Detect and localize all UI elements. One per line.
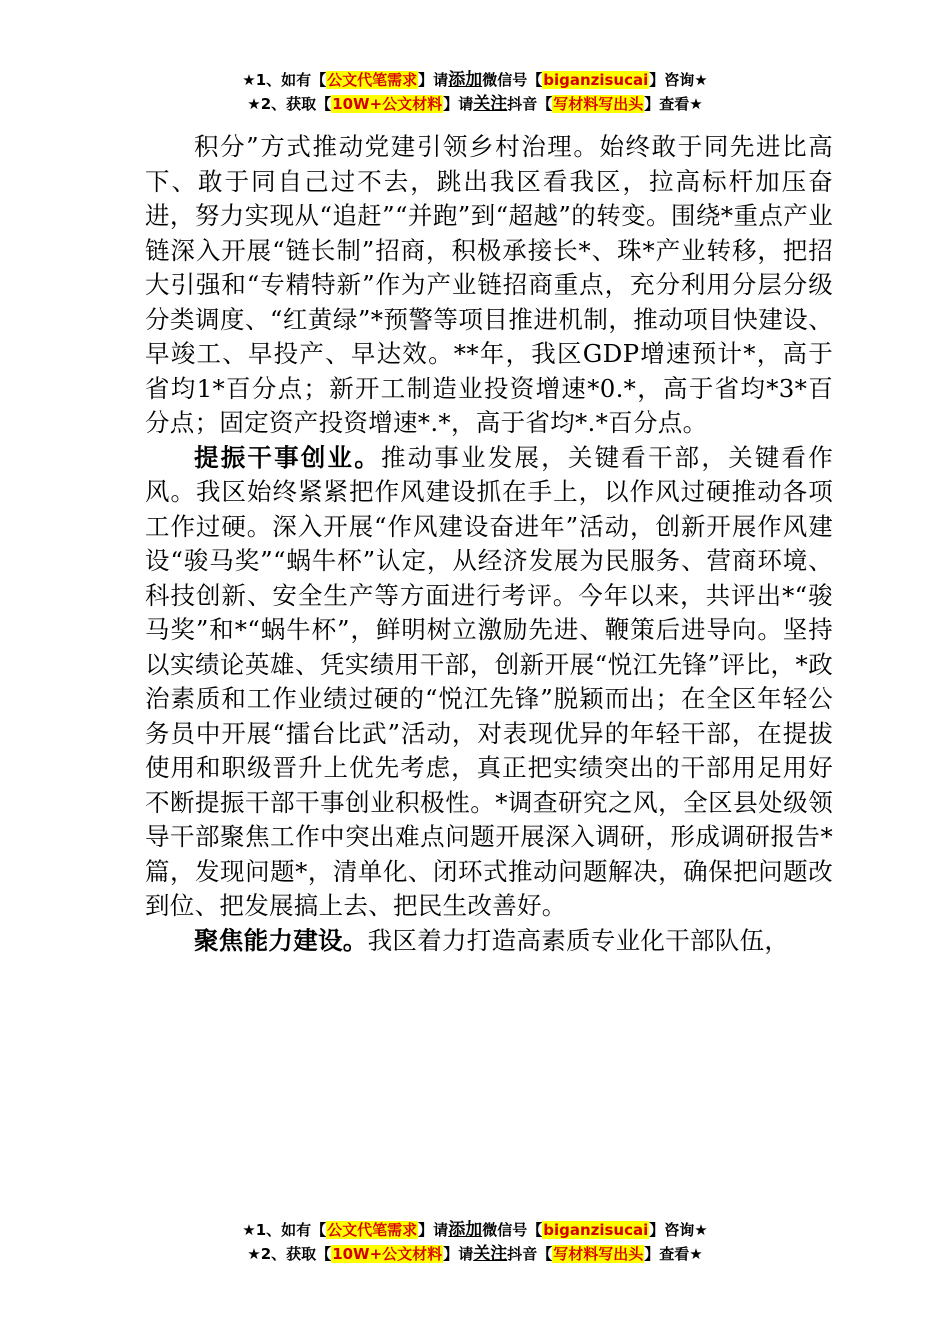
banner-underlined: 关注	[473, 94, 508, 114]
banner-text: 】查看★	[644, 1245, 703, 1263]
banner-text: ★2、获取【	[247, 95, 332, 113]
banner-line-1	[0, 1218, 950, 1242]
banner-douyin-id: 写材料写出头	[553, 95, 644, 113]
banner-highlight: 公文代笔需求	[327, 1221, 418, 1239]
banner-wechat-id: biganzisucai	[543, 1221, 649, 1239]
paragraph-text: 我区着力打造高素质专业化干部队伍，	[367, 925, 790, 955]
footer-banner-bottom	[0, 1218, 950, 1266]
banner-text: 微信号【	[482, 71, 543, 89]
banner-line-1	[0, 68, 950, 92]
banner-text: ★1、如有【	[242, 1221, 327, 1239]
banner-text: 】咨询★	[649, 1221, 708, 1239]
banner-text: 】请	[443, 95, 474, 113]
banner-line-2	[0, 92, 950, 116]
banner-text: 】请	[443, 1245, 474, 1263]
banner-line-2	[0, 1242, 950, 1266]
paragraph-3	[145, 924, 833, 959]
banner-text: 】查看★	[644, 95, 703, 113]
banner-text: 抖音【	[507, 95, 553, 113]
banner-wechat-id: biganzisucai	[543, 71, 649, 89]
paragraph-lead: 聚焦能力建设。	[194, 925, 368, 955]
banner-text: 抖音【	[507, 1245, 553, 1263]
paragraph-lead: 提振干事创业。	[194, 442, 381, 472]
banner-douyin-id: 写材料写出头	[553, 1245, 644, 1263]
banner-text: 微信号【	[482, 1221, 543, 1239]
banner-highlight: 10W+公文材料	[332, 95, 443, 113]
header-banner-top	[0, 68, 950, 116]
document-body	[145, 130, 833, 958]
banner-text: ★1、如有【	[242, 71, 327, 89]
banner-text: 】请	[418, 71, 449, 89]
banner-text: 】咨询★	[649, 71, 708, 89]
banner-text: 】请	[418, 1221, 449, 1239]
banner-underlined: 添加	[448, 70, 483, 90]
banner-highlight: 10W+公文材料	[332, 1245, 443, 1263]
paragraph-2	[145, 441, 833, 924]
banner-underlined: 添加	[448, 1220, 483, 1240]
banner-text: ★2、获取【	[247, 1245, 332, 1263]
banner-underlined: 关注	[473, 1244, 508, 1264]
paragraph-1: 积分”方式推动党建引领乡村治理。始终敢于同先进比高下、敢于同自己过不去，跳出我区看我区，拉高标杆加压奋进，努力实现从“追赶”“并跑”到“超越”的转变。围绕*重点产业链深入开展“链长制”招商，积极承接长*、珠*产业转移，把招大引强和“专精特新”作为产业链招商重点，充分利用分层分级分类调度、“红黄绿”*预警等项目推进机制，推动项目快建设、早竣工、早投产、早达效。**年，我区GDP增速预计*，高于省均1*百分点；新开工制造业投资增速*0.*，高于省均*3*百分点；固定资产投资增速*.*，高于省均*.*百分点。	[145, 132, 833, 437]
banner-highlight: 公文代笔需求	[327, 71, 418, 89]
paragraph-text: 推动事业发展，关键看干部，关键看作风。我区始终紧紧把作风建设抓在手上，以作风过硬推动各项工作过硬。深入开展“作风建设奋进年”活动，创新开展作风建设“骏马奖”“蜗牛杯”认定，从经济发展为民服务、营商环境、科技创新、安全生产等方面进行考评。今年以来，共评出*“骏马奖”和*“蜗牛杯”，鲜明树立激励先进、鞭策后进导向。坚持以实绩论英雄、凭实绩用干部，创新开展“悦江先锋”评比，*政治素质和工作业绩过硬的“悦江先锋”脱颖而出；在全区年轻公务员中开展“擂台比武”活动，对表现优异的年轻干部，在提拔使用和职级晋升上优先考虑，真正把实绩突出的干部用足用好不断提振干部干事创业积极性。*调查研究之风，全区县处级领导干部聚焦工作中突出难点问题开展深入调研，形成调研报告*篇，发现问题*，清单化、闭环式推动问题解决，确保把问题改到位、把发展搞上去、把民生改善好。	[145, 442, 833, 920]
